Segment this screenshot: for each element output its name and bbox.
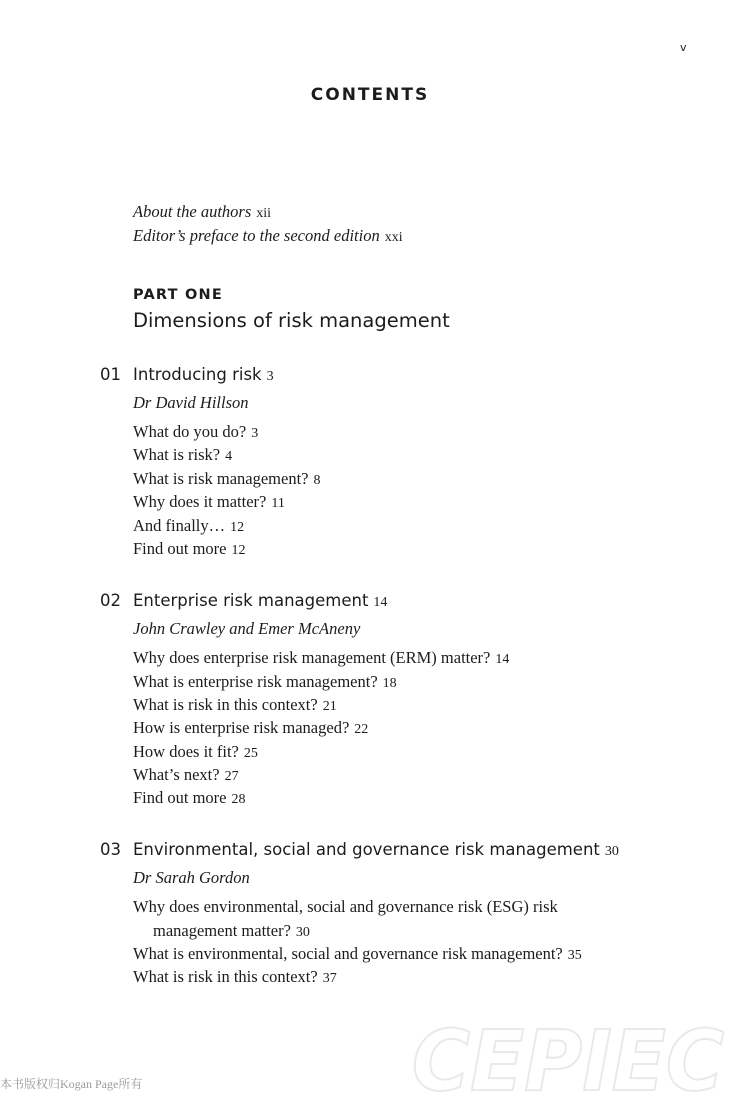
section-page: 22 <box>354 722 369 737</box>
toc-section[interactable] <box>133 492 285 514</box>
part-title: Dimensions of risk management <box>133 309 450 332</box>
section-title: What is environmental, social and governance risk management? <box>133 944 563 963</box>
section-title: Find out more <box>133 788 227 807</box>
section-page: 12 <box>231 543 246 558</box>
toc-section[interactable] <box>133 944 582 966</box>
toc-entry-page: xii <box>256 206 272 221</box>
section-title: How does it fit? <box>133 742 239 761</box>
toc-section[interactable] <box>133 445 232 467</box>
section-title: What’s next? <box>133 765 220 784</box>
chapter-heading-03[interactable] <box>133 840 619 862</box>
toc-section[interactable] <box>133 695 337 717</box>
chapter-page: 3 <box>266 369 274 384</box>
section-page: 4 <box>225 449 233 464</box>
toc-section[interactable] <box>133 742 258 764</box>
section-title: What is risk in this context? <box>133 967 318 986</box>
section-page: 3 <box>251 426 259 441</box>
section-title: What do you do? <box>133 422 247 441</box>
section-title: What is risk in this context? <box>133 695 318 714</box>
section-title: And finally… <box>133 516 226 535</box>
part-label: PART ONE <box>133 287 223 303</box>
toc-section[interactable] <box>133 765 239 787</box>
page-number: v <box>680 41 687 54</box>
toc-section[interactable] <box>133 718 368 740</box>
toc-section-continuation[interactable] <box>153 921 310 943</box>
toc-section[interactable] <box>133 469 320 491</box>
chapter-title: Environmental, social and governance risk management <box>133 840 600 859</box>
copyright-stamp: 本书版权归Kogan Page所有 <box>0 1077 143 1091</box>
toc-section[interactable] <box>133 897 558 917</box>
watermark-text: CEPIEC <box>412 1020 724 1098</box>
section-page: 18 <box>382 676 397 691</box>
toc-entry-title: About the authors <box>133 202 252 221</box>
section-title: What is risk management? <box>133 469 309 488</box>
section-title: Find out more <box>133 539 227 558</box>
chapter-page: 30 <box>604 844 619 859</box>
toc-entry-title: Editor’s preface to the second edition <box>133 226 380 245</box>
section-page: 11 <box>271 496 285 511</box>
toc-entry-about-authors[interactable] <box>133 202 271 224</box>
section-title: What is enterprise risk management? <box>133 672 378 691</box>
toc-entry-page: xxi <box>384 230 403 245</box>
section-title: What is risk? <box>133 445 221 464</box>
chapter-title: Introducing risk <box>133 365 262 384</box>
chapter-heading-02[interactable] <box>133 591 387 613</box>
section-page: 8 <box>313 473 321 488</box>
toc-section[interactable] <box>133 516 244 538</box>
watermark-logo <box>408 1020 728 1098</box>
section-title: Why does environmental, social and governance risk (ESG) risk <box>133 897 558 916</box>
section-page: 35 <box>567 948 582 963</box>
section-title: Why does it matter? <box>133 492 267 511</box>
toc-section[interactable] <box>133 648 509 670</box>
contents-heading: CONTENTS <box>310 85 430 105</box>
section-page: 12 <box>230 520 245 535</box>
section-page: 30 <box>295 925 310 940</box>
section-page: 25 <box>243 746 258 761</box>
section-page: 37 <box>322 971 337 986</box>
section-page: 27 <box>224 769 239 784</box>
section-page: 14 <box>495 652 510 667</box>
chapter-number: 02 <box>100 591 121 610</box>
toc-section[interactable] <box>133 422 258 444</box>
chapter-page: 14 <box>373 595 388 610</box>
chapter-number: 01 <box>100 365 121 384</box>
chapter-title: Enterprise risk management <box>133 591 369 610</box>
toc-entry-editors-preface[interactable] <box>133 226 403 248</box>
toc-section[interactable] <box>133 967 337 989</box>
section-title: How is enterprise risk managed? <box>133 718 350 737</box>
section-title: management matter? <box>153 921 291 940</box>
section-page: 21 <box>322 699 337 714</box>
section-title: Why does enterprise risk management (ERM) matter? <box>133 648 491 667</box>
toc-section[interactable] <box>133 672 397 694</box>
chapter-author: John Crawley and Emer McAneny <box>133 619 361 638</box>
chapter-heading-01[interactable] <box>133 365 274 387</box>
chapter-author: Dr Sarah Gordon <box>133 868 250 887</box>
chapter-number: 03 <box>100 840 121 859</box>
section-page: 28 <box>231 792 246 807</box>
toc-section[interactable] <box>133 788 246 810</box>
chapter-author: Dr David Hillson <box>133 393 249 412</box>
toc-section[interactable] <box>133 539 246 561</box>
